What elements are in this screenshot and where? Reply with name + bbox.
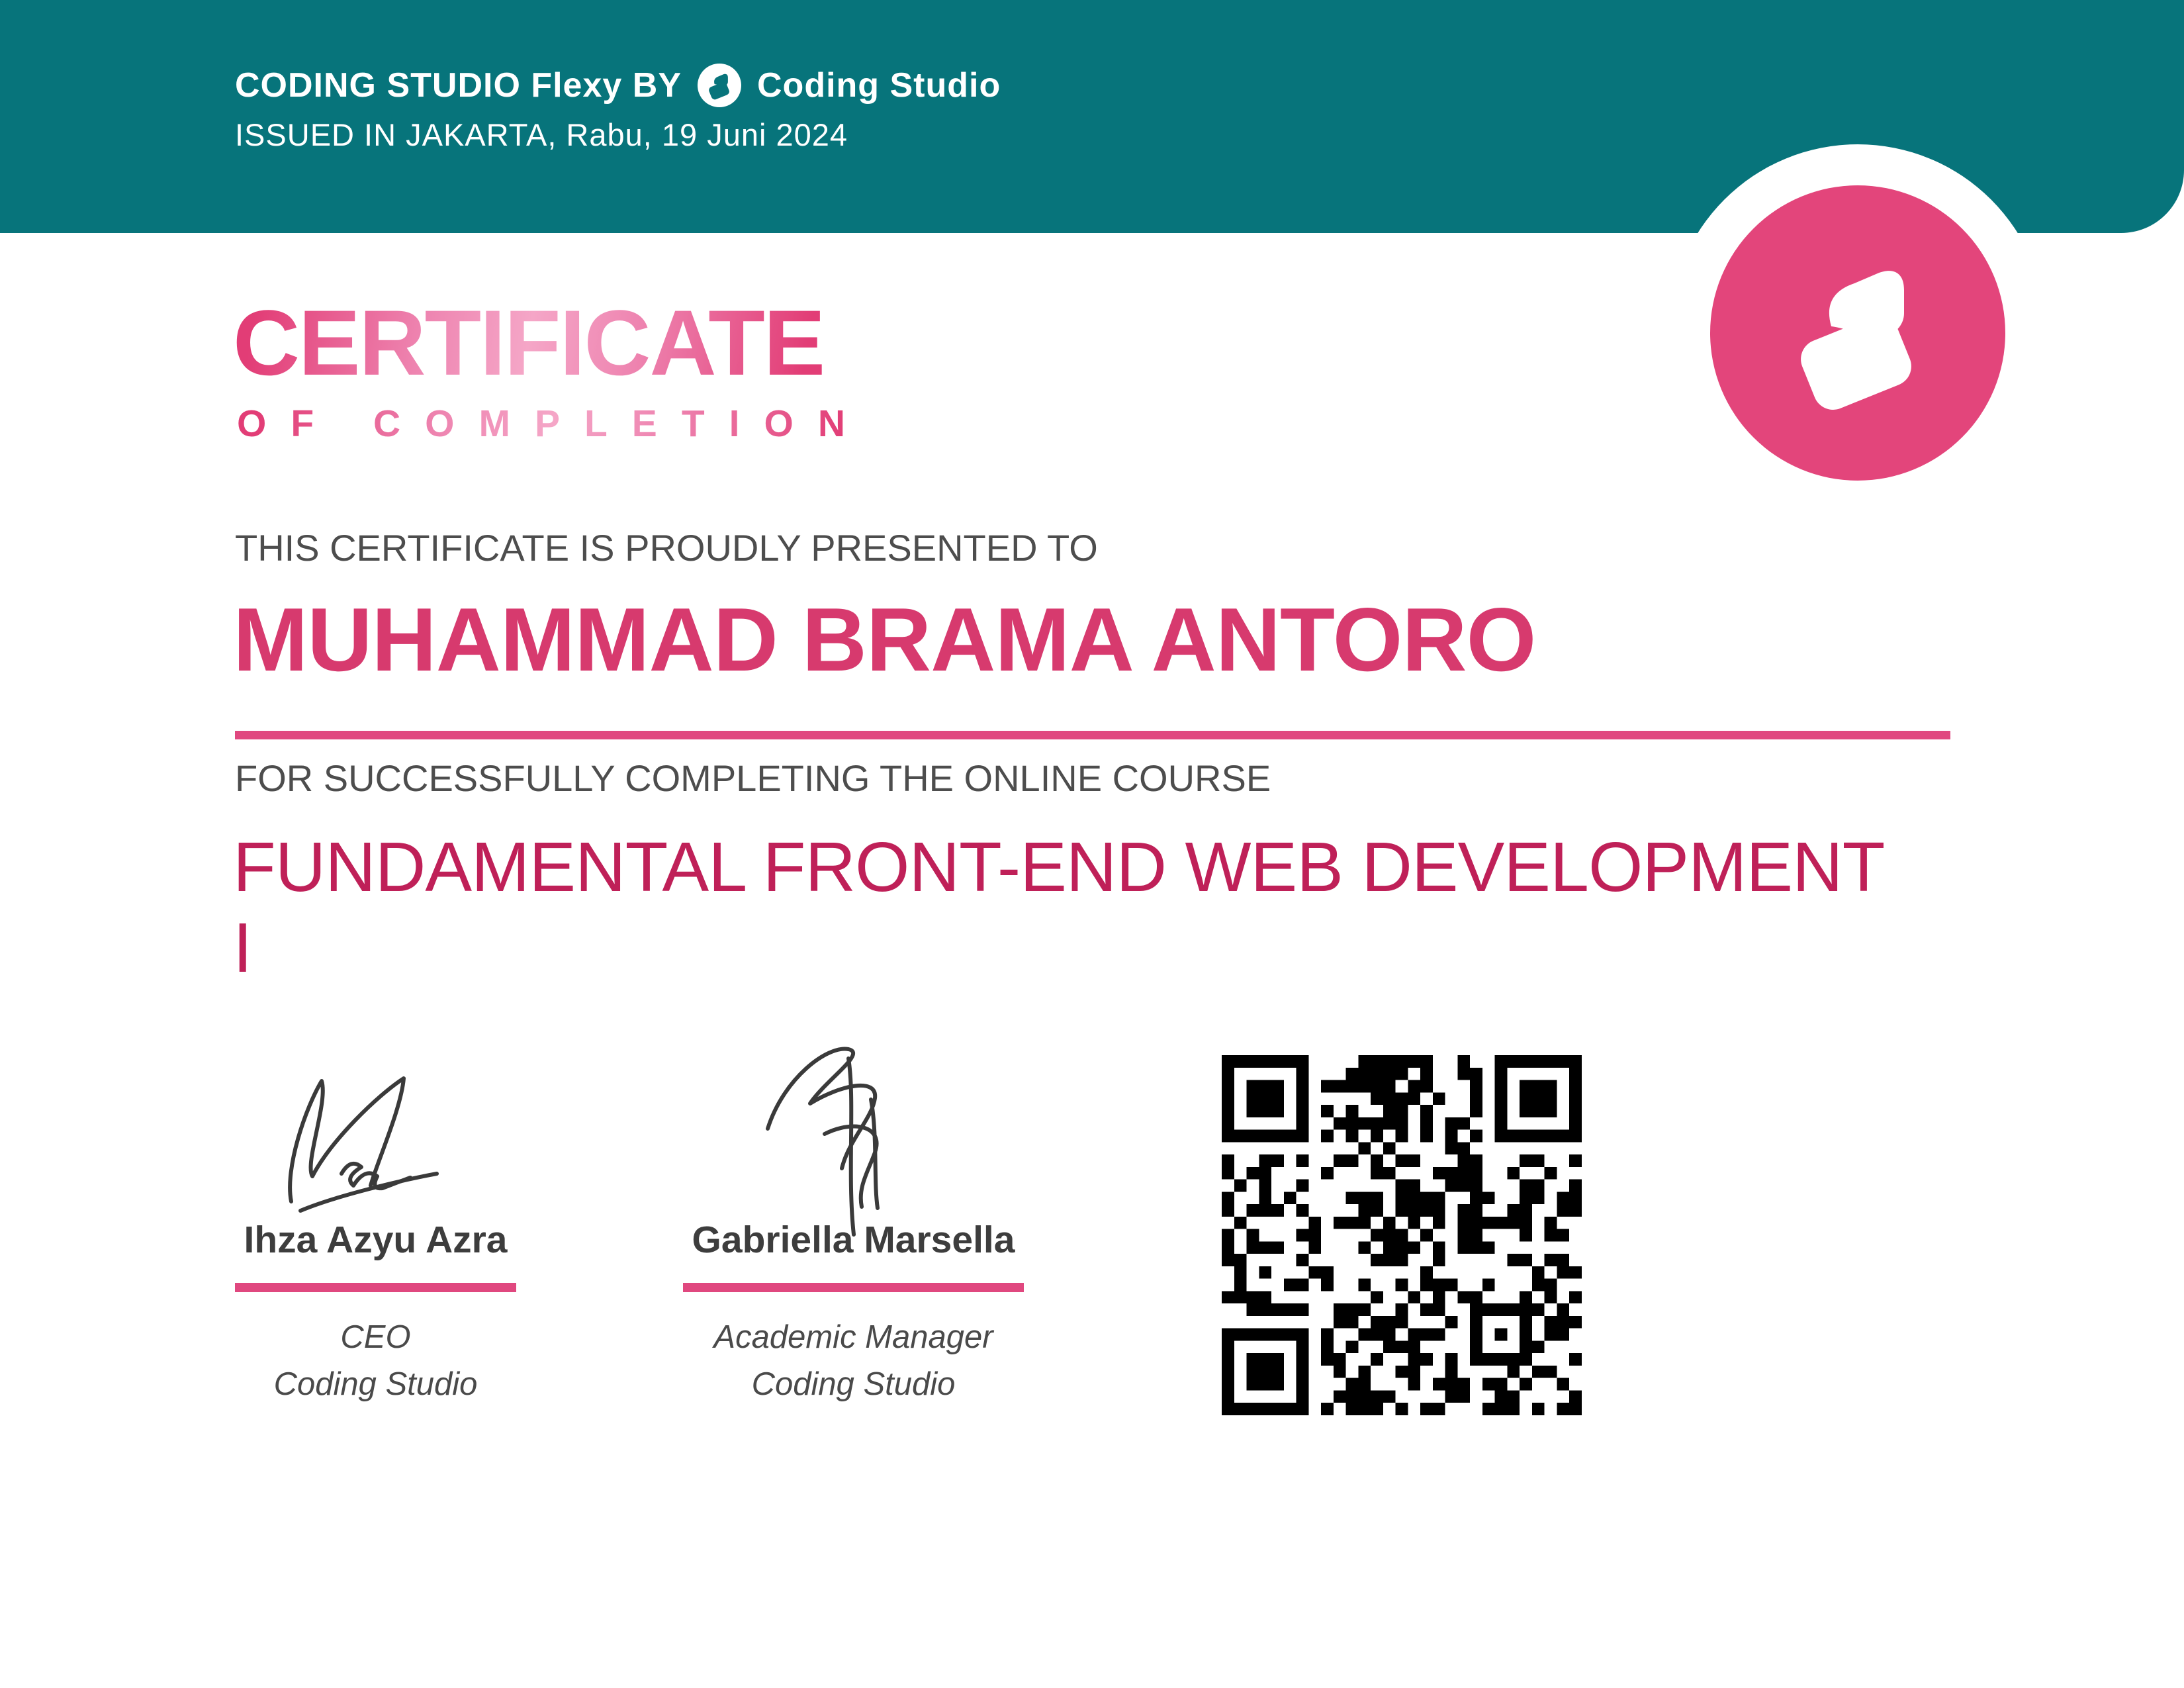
recipient-underline [235,731,1950,739]
signer-2-rule [683,1283,1024,1292]
coding-studio-logo-icon [698,64,741,107]
brand-name-label: Coding Studio [757,66,1001,105]
signer-1-name: Ihza Azyu Azra [244,1219,508,1261]
brand-flexy-label: CODING STUDIO Flexy BY [235,66,682,105]
signer-1-org: Coding Studio [273,1366,478,1402]
certificate-subtitle: OF COMPLETION [237,402,870,445]
coding-studio-badge-icon [1710,185,2005,481]
course-title-line-1: FUNDAMENTAL FRONT-END WEB DEVELOPMENT [233,828,1885,906]
presented-to-label: THIS CERTIFICATE IS PROUDLY PRESENTED TO [235,527,1098,569]
badge-outer-ring [1669,144,2046,522]
course-title-line-2: I [233,909,252,987]
verification-qr-code [1222,1055,1582,1415]
signature-block-2 [683,1221,1024,1401]
signature-block-1 [235,1221,516,1401]
header-brand-row [235,64,1001,107]
signature-1-scribble [278,1069,477,1228]
signer-1-title: CEO [340,1319,411,1355]
certificate-title: CERTIFICATE [233,291,825,395]
completing-course-label: FOR SUCCESSFULLY COMPLETING THE ONLINE COURSE [235,757,1271,799]
signer-2-org: Coding Studio [751,1366,956,1402]
recipient-name: MUHAMMAD BRAMA ANTORO [233,589,1536,690]
signature-2-scribble [748,1036,927,1248]
course-title [233,827,1884,988]
signer-1-rule [235,1283,516,1292]
signer-2-title: Academic Manager [713,1319,993,1355]
signer-2-name: Gabriella Marsella [692,1219,1015,1261]
issued-line: ISSUED IN JAKARTA, Rabu, 19 Juni 2024 [235,117,848,152]
